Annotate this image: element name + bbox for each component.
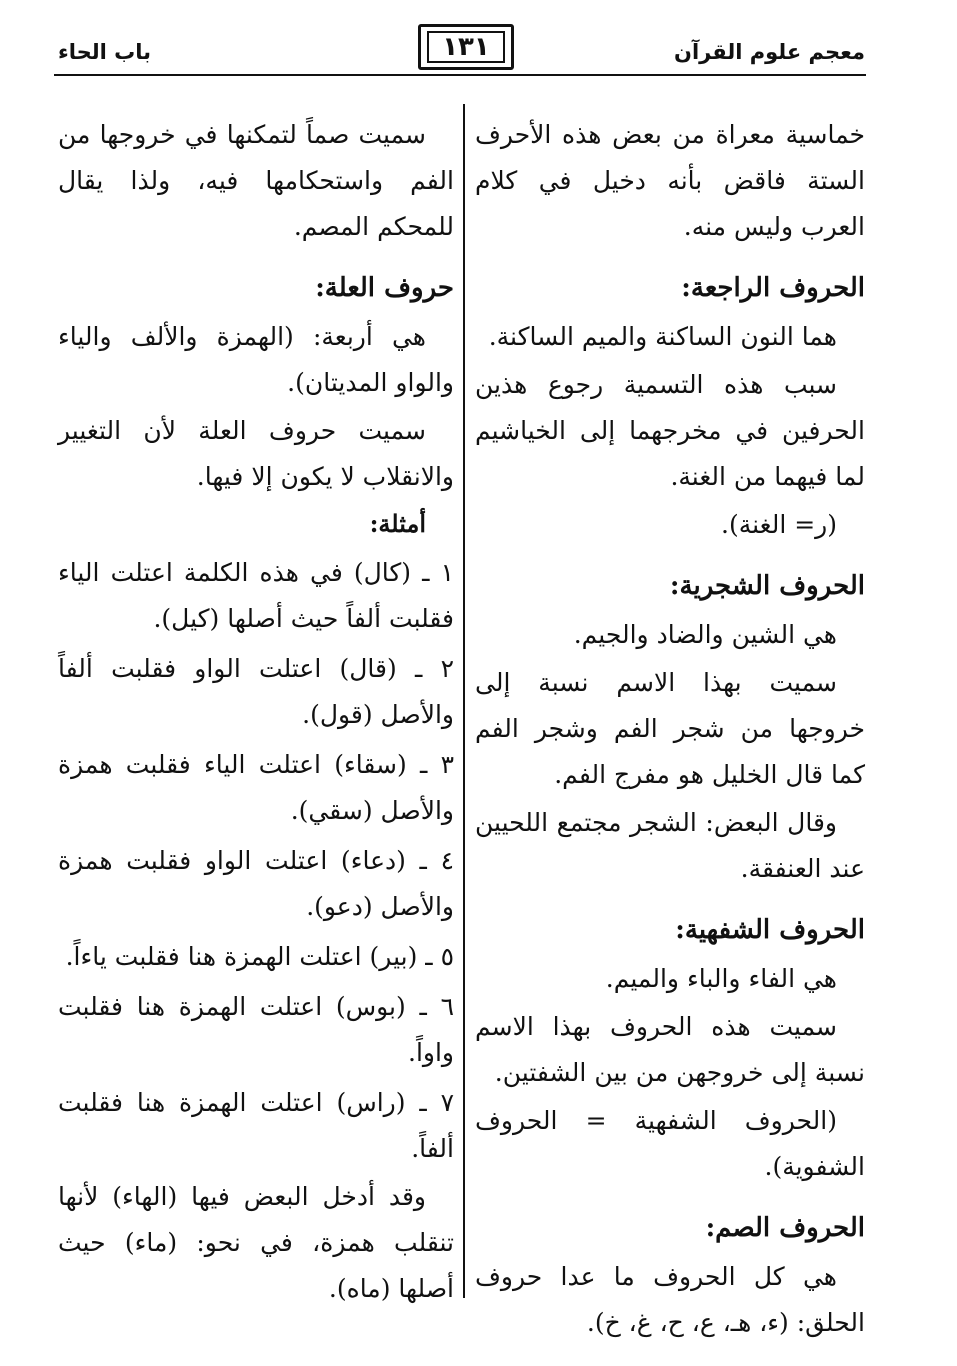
page-number: ١٣١: [442, 32, 490, 62]
paragraph: وقال البعض: الشجر مجتمع اللحيين عند العنفقة.: [475, 808, 865, 883]
numbered-item: ١ ـ (كال) في هذه الكلمة اعتلت الياء فقلبت ألفاً حيث أصلها (كيل).: [58, 558, 454, 633]
paragraph: (ر= الغنة).: [721, 510, 837, 539]
numbered-item: ٥ ـ (بير) اعتلت الهمزة هنا فقلبت ياءاً.: [65, 942, 454, 971]
numbered-item: ٣ ـ (سقاء) اعتلت الياء فقلبت همزة والأصل (سقي).: [58, 750, 454, 825]
paragraph: هما النون الساكنة والميم الساكنة.: [488, 322, 837, 351]
subheading: أمثلة:: [369, 509, 426, 538]
numbered-item: ٧ ـ (راس) اعتلت الهمزة هنا فقلبت ألفاً.: [58, 1088, 454, 1163]
paragraph: سميت هذه الحروف بهذا الاسم نسبة إلى خروجهن من بين الشفتين.: [475, 1012, 865, 1087]
chapter-title: باب الحاء: [58, 40, 152, 64]
paragraph: سميت بهذا الاسم نسبة إلى خروجها من شجر الفم وشجر الفم كما قال الخليل هو مفرج الفم.: [475, 668, 865, 789]
book-title: معجم علوم القرآن: [674, 40, 865, 64]
section-heading: الحروف الشجرية:: [669, 571, 865, 601]
header-rule: [54, 74, 866, 76]
numbered-item: ٤ ـ (دعاء) اعتلت الواو فقلبت همزة والأصل (دعو).: [58, 846, 454, 921]
paragraph: سميت حروف العلة لأن التغيير والانقلاب لا يكون إلا فيها.: [58, 416, 454, 491]
left-column: [58, 112, 454, 1314]
paragraph: وقد أدخل البعض فيها (الهاء) لأنها تنقلب همزة، في نحو: (ماء) حيث أصلها (ماه).: [58, 1182, 454, 1303]
right-column: [475, 112, 865, 1348]
paragraph: هي الفاء والباء والميم.: [605, 964, 837, 993]
section-heading: الحروف الشفهية:: [675, 915, 865, 945]
section-heading: حروف العلة:: [315, 273, 454, 303]
paragraph: خماسية معراة من بعض هذه الأحرف الستة فاقض بأنه دخيل في كلام العرب وليس منه.: [475, 120, 865, 241]
paragraph: سميت صماً لتمكنها في خروجها من الفم واستحكامها فيه، ولذا يقال للمحكم المصم.: [58, 120, 454, 241]
numbered-item: ٦ ـ (بوس) اعتلت الهمزة هنا فقلبت واواً.: [58, 992, 454, 1067]
paragraph: هي الشين والضاد والجيم.: [573, 620, 837, 649]
page-number-frame: [418, 24, 514, 70]
paragraph: هي كل الحروف ما عدا حروف الحلق: (ء، هـ، ع، ح، غ، خ).: [475, 1262, 865, 1337]
paragraph: هي أربعة: (الهمزة والألف والياء والواو المديتان).: [58, 322, 454, 397]
column-divider: [463, 104, 465, 1298]
numbered-item: ٢ ـ (قال) اعتلت الواو فقلبت ألفاً والأصل (قول).: [58, 654, 454, 729]
section-heading: الحروف الصم:: [705, 1213, 865, 1243]
paragraph: (الحروف الشفهية = الحروف الشفوية).: [475, 1106, 865, 1181]
paragraph: سبب هذه التسمية رجوع هذين الحرفين في مخرجهما إلى الخياشيم لما فيهما من الغنة.: [475, 370, 865, 491]
section-heading: الحروف الراجعة:: [681, 273, 865, 303]
